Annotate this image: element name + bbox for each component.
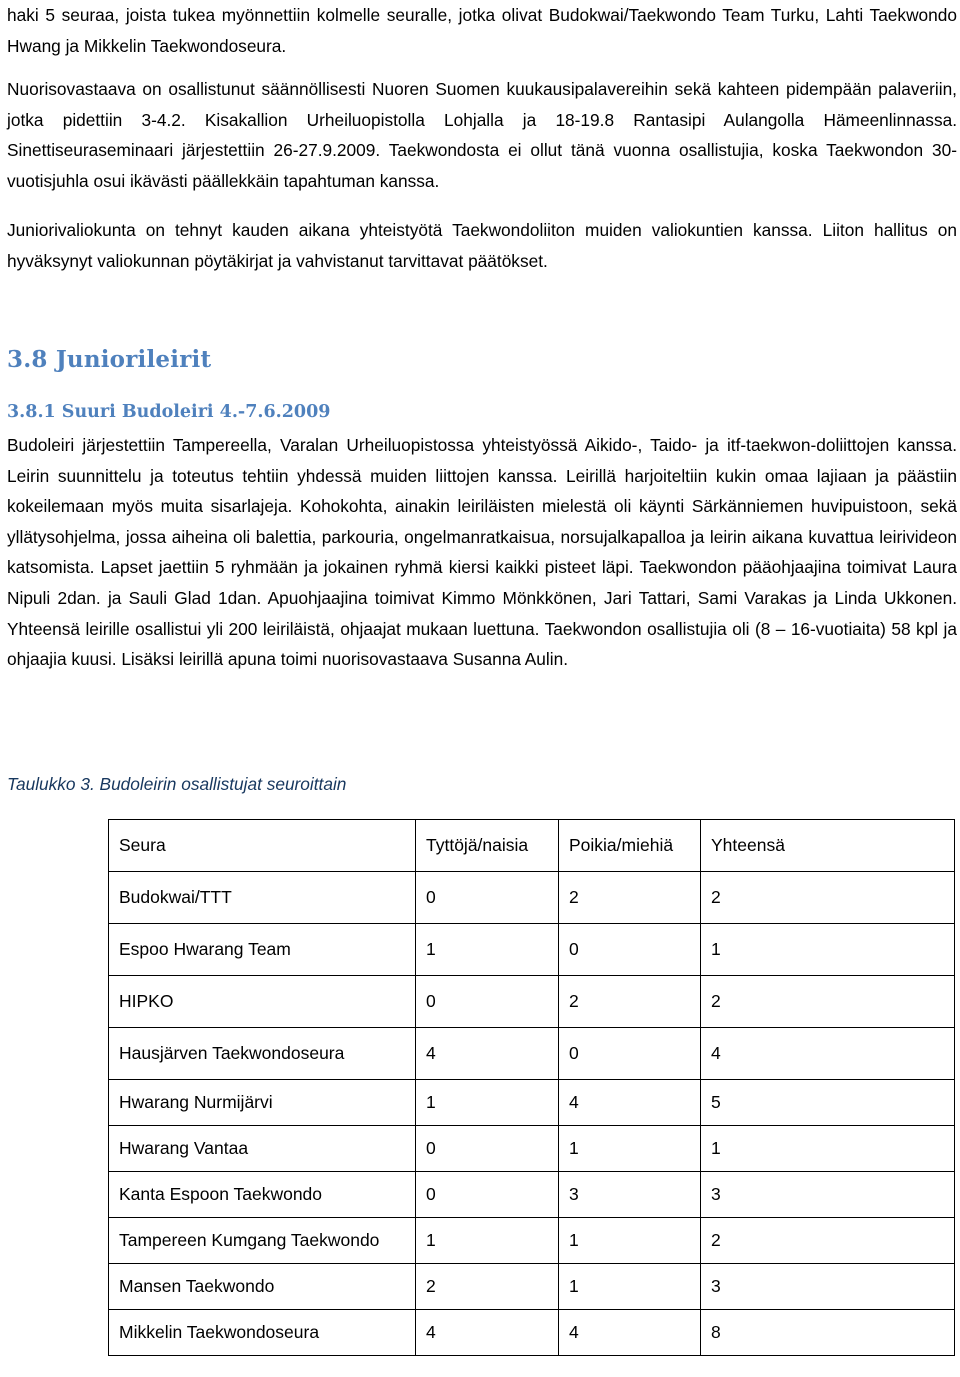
table-caption: Taulukko 3. Budoleirin osallistujat seuroittain	[7, 774, 347, 794]
table-row	[109, 1218, 955, 1264]
cell-girls: 0	[416, 1126, 559, 1172]
table-header-row	[109, 820, 955, 872]
cell-club: HIPKO	[109, 976, 416, 1028]
table-row	[109, 1080, 955, 1126]
cell-girls: 1	[416, 924, 559, 976]
cell-boys: 2	[559, 872, 701, 924]
table-row	[109, 924, 955, 976]
cell-girls: 0	[416, 976, 559, 1028]
cell-boys: 1	[559, 1218, 701, 1264]
cell-club: Hwarang Nurmijärvi	[109, 1080, 416, 1126]
cell-total: 1	[701, 1126, 955, 1172]
cell-club: Hausjärven Taekwondoseura	[109, 1028, 416, 1080]
cell-club: Espoo Hwarang Team	[109, 924, 416, 976]
cell-boys: 0	[559, 924, 701, 976]
subsection-heading: 3.8.1 Suuri Budoleiri 4.-7.6.2009	[7, 402, 331, 422]
cell-total: 8	[701, 1310, 955, 1356]
cell-boys: 4	[559, 1310, 701, 1356]
cell-club: Kanta Espoon Taekwondo	[109, 1172, 416, 1218]
cell-total: 1	[701, 924, 955, 976]
table-row	[109, 1172, 955, 1218]
cell-club: Hwarang Vantaa	[109, 1126, 416, 1172]
paragraph-budo-camp: Budoleiri järjestettiin Tampereella, Varalan Urheiluopistossa yhteistyössä Aikido-, Taido- ja itf-taekwon-doliittojen kanssa. Leirin suunnittelu ja toteutus tehtiin yhdessä muiden liittojen kanssa. Leirillä harjoiteltiin kukin omaa lajiaan ja päästiin kokeilemaan myös muita sisarlajeja. Kohokohta, ainakin leiriläisten mielestä oli käynti Särkänniemen huvipuistoon, sekä yllätysohjelma, jossa aiheina oli balettia, parkouria, ongelmanratkaisua, norsujalkapalloa ja leirin aikana kuvattua leirivideon katsomista. Lapset jaettiin 5 ryhmään ja jokainen ryhmä kiersi kaikki pisteet läpi. Taekwondon pääohjaajina toimivat Laura Nipuli 2dan. ja Sauli Glad 1dan. Apuohjaajina toimivat Kimmo Mönkkönen, Jari Tattari, Sami Varakas ja Linda Ukkonen. Yhteensä leirille osallistui yli 200 leiriläistä, ohjaajat mukaan luettuna. Taekwondon osallistujia oli (8 – 16-vuotiaita) 58 kpl ja ohjaajia kuusi. Lisäksi leirillä apuna toimi nuorisovastaava Susanna Aulin.	[7, 435, 957, 670]
cell-total: 2	[701, 1218, 955, 1264]
paragraph-junior-committee: Juniorivaliokunta on tehnyt kauden aikana yhteistyötä Taekwondoliiton muiden valiokuntien kanssa. Liiton hallitus on hyväksynyt valiokunnan pöytäkirjat ja vahvistanut tarvittavat päätökset.	[7, 220, 957, 271]
cell-total: 4	[701, 1028, 955, 1080]
table-row	[109, 1310, 955, 1356]
cell-boys: 3	[559, 1172, 701, 1218]
cell-girls: 1	[416, 1080, 559, 1126]
cell-girls: 0	[416, 872, 559, 924]
cell-total: 5	[701, 1080, 955, 1126]
cell-girls: 4	[416, 1028, 559, 1080]
cell-total: 2	[701, 976, 955, 1028]
cell-total: 2	[701, 872, 955, 924]
cell-club: Mikkelin Taekwondoseura	[109, 1310, 416, 1356]
table-row	[109, 1126, 955, 1172]
cell-boys: 1	[559, 1264, 701, 1310]
header-cell-boys: Poikia/miehiä	[559, 820, 701, 872]
cell-girls: 1	[416, 1218, 559, 1264]
cell-girls: 0	[416, 1172, 559, 1218]
participants-table	[108, 819, 955, 1356]
header-cell-total: Yhteensä	[701, 820, 955, 872]
section-heading: 3.8 Juniorileirit	[7, 346, 212, 373]
cell-girls: 2	[416, 1264, 559, 1310]
table-row	[109, 872, 955, 924]
cell-boys: 2	[559, 976, 701, 1028]
header-cell-girls: Tyttöjä/naisia	[416, 820, 559, 872]
cell-boys: 1	[559, 1126, 701, 1172]
table-row	[109, 1028, 955, 1080]
cell-club: Tampereen Kumgang Taekwondo	[109, 1218, 416, 1264]
table-row	[109, 976, 955, 1028]
cell-boys: 4	[559, 1080, 701, 1126]
cell-boys: 0	[559, 1028, 701, 1080]
cell-girls: 4	[416, 1310, 559, 1356]
cell-club: Mansen Taekwondo	[109, 1264, 416, 1310]
cell-club: Budokwai/TTT	[109, 872, 416, 924]
cell-total: 3	[701, 1264, 955, 1310]
header-cell-club: Seura	[109, 820, 416, 872]
paragraph-support-clubs: haki 5 seuraa, joista tukea myönnettiin kolmelle seuralle, jotka olivat Budokwai/Taekwondo Team Turku, Lahti Taekwondo Hwang ja Mikkelin Taekwondoseura.	[7, 5, 957, 56]
cell-total: 3	[701, 1172, 955, 1218]
table-row	[109, 1264, 955, 1310]
paragraph-youth-officer: Nuorisovastaava on osallistunut säännöllisesti Nuoren Suomen kuukausipalavereihin sekä kahteen pidempään palaveriin, jotka pidettiin 3-4.2. Kisakallion Urheiluopistolla Lohjalla ja 18-19.8 Rantasipi Aulangolla Hämeenlinnassa. Sinettiseuraseminaari järjestettiin 26-27.9.2009. Taekwondosta ei ollut tänä vuonna osallistujia, koska Taekwondon 30-vuotisjuhla osui ikävästi päällekkäin tapahtuman kanssa.	[7, 79, 957, 191]
